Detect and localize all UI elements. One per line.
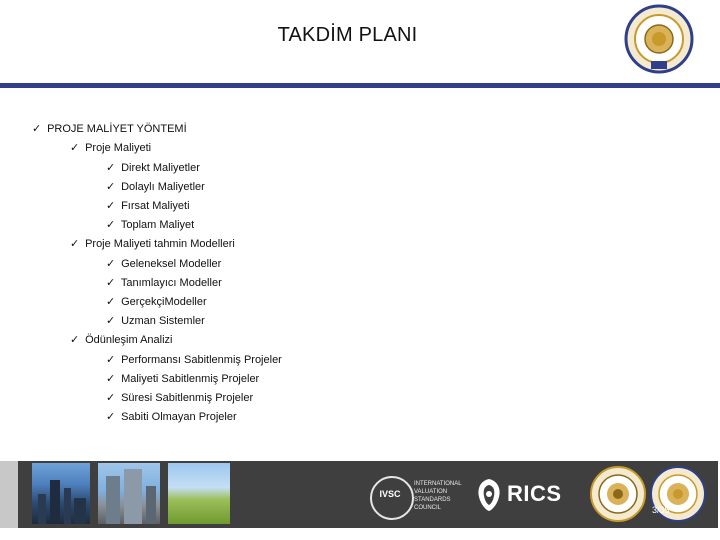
outline-item: ✓ GerçekçiModeller [106,296,207,308]
university-seal-icon [624,4,694,74]
building-photo [98,463,160,524]
outline-item: ✓ Uzman Sistemler [106,315,205,327]
outline-item: ✓ Toplam Maliyet [106,219,195,231]
outline-item: ✓ Performansı Sabitlenmiş Projeler [106,354,282,366]
checkmark-icon: ✓ [106,219,116,231]
checkmark-icon: ✓ [106,392,116,404]
checkmark-icon: ✓ [70,238,80,250]
outline-item: ✓ Direkt Maliyetler [106,162,200,174]
outline-item: ✓ Süresi Sabitlenmiş Projeler [106,392,254,404]
checkmark-icon: ✓ [106,200,116,212]
outline-item: ✓ Fırsat Maliyeti [106,200,190,212]
landscape-photo [168,463,230,524]
checkmark-icon: ✓ [106,373,116,385]
outline-item: ✓ Tanımlayıcı Modeller [106,277,222,289]
outline-heading: ✓ PROJE MALİYET YÖNTEMİ [32,123,187,135]
seal-logo-icon [590,466,646,522]
checkmark-icon: ✓ [106,277,116,289]
page-number: 3/35 [652,505,670,515]
outline-item: ✓ Geleneksel Modeller [106,258,222,270]
checkmark-icon: ✓ [106,411,116,423]
ivsc-logo-text: IVSC [379,489,401,499]
footer-side-block [0,461,18,528]
checkmark-icon: ✓ [106,296,116,308]
checkmark-icon: ✓ [32,123,42,135]
page-title: TAKDİM PLANI [277,24,418,46]
outline-group: ✓ Proje Maliyeti [70,142,152,154]
outline-item: ✓ Maliyeti Sabitlenmiş Projeler [106,373,260,385]
checkmark-icon: ✓ [70,142,80,154]
city-skyline-photo [32,463,90,524]
outline-group: ✓ Ödünleşim Analizi [70,334,173,346]
ivsc-description: INTERNATIONAL VALUATION STANDARDS COUNCIL [414,481,462,511]
rics-logo-text: RICS [507,481,562,506]
header-rule [0,83,720,88]
outline-item: ✓ Dolaylı Maliyetler [106,181,205,193]
checkmark-icon: ✓ [106,162,116,174]
checkmark-icon: ✓ [106,258,116,270]
rics-lion-icon [474,477,504,513]
checkmark-icon: ✓ [106,354,116,366]
outline-item: ✓ Sabiti Olmayan Projeler [106,411,237,423]
outline-group: ✓ Proje Maliyeti tahmin Modelleri [70,238,235,250]
checkmark-icon: ✓ [106,315,116,327]
checkmark-icon: ✓ [106,181,116,193]
checkmark-icon: ✓ [70,334,80,346]
